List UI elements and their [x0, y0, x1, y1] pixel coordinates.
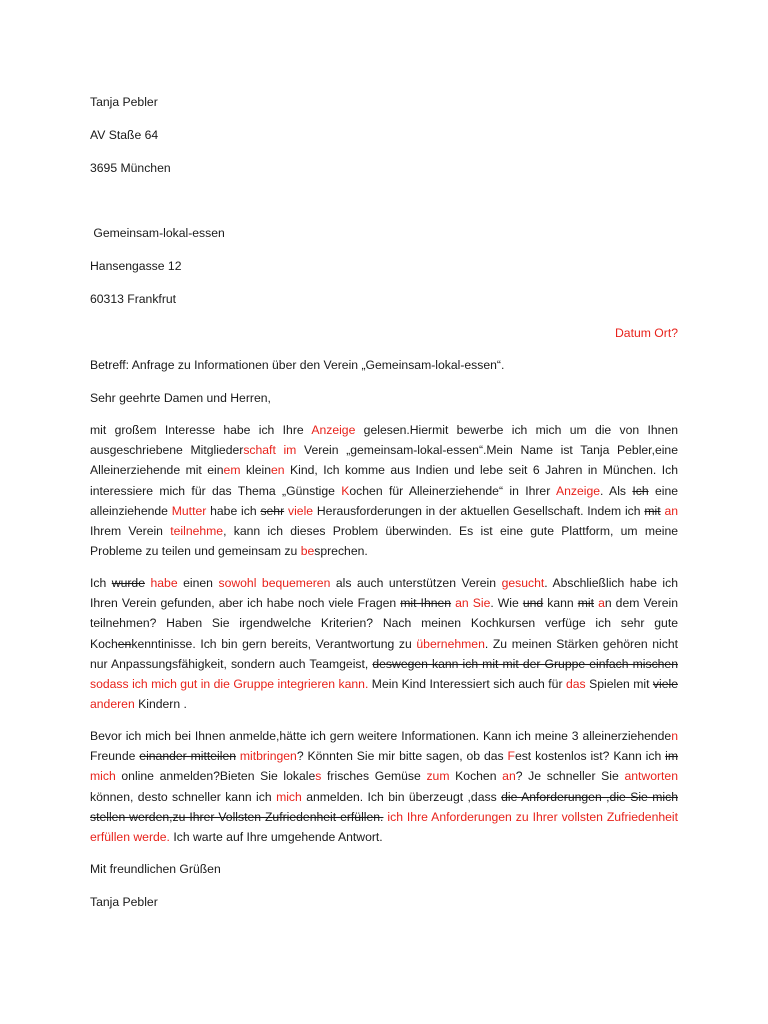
- text-run: mit großem Interesse habe ich Ihre: [90, 423, 312, 437]
- body-paragraph-3: [90, 726, 678, 847]
- closing: Mit freundlichen Grüßen: [90, 862, 221, 876]
- text-run: gelesen.Hiermit bewerbe ich mich um die von Ihnen ausgeschriebene Mitglieder: [90, 423, 678, 458]
- text-run: , kann ich dieses Problem überwinden. Es ist eine gute Plattform, um meine Probleme zu teilen und gemeinsam zu: [90, 524, 679, 559]
- text-run: . Zu meinen Stärken gehören nicht nur Anpassungsfähigkeit, sondern auch Teamgeist,: [90, 636, 678, 671]
- correction-insert: das: [565, 677, 586, 692]
- correction-delete: mit: [644, 503, 661, 518]
- text-run: . Als: [600, 483, 633, 498]
- text-run: Ihrem Verein: [90, 524, 171, 539]
- correction-insert: s: [315, 769, 322, 784]
- correction-insert: K: [341, 483, 350, 498]
- correction-insert: an: [664, 503, 679, 518]
- correction-delete: sehr: [260, 503, 285, 518]
- text-run: klein: [240, 463, 272, 478]
- correction-delete: mit Ihnen: [400, 596, 452, 611]
- text-run: ochen für Alleinerziehende“ in Ihrer: [349, 483, 556, 498]
- text-run: eine alleinziehende: [90, 483, 679, 518]
- correction-insert: be: [300, 544, 315, 559]
- correction-delete: im: [665, 749, 679, 764]
- recipient-street: Hansengasse 12: [90, 259, 182, 273]
- text-run: Ich: [90, 576, 112, 590]
- text-run: Mein Kind Interessiert sich auch für: [368, 677, 566, 692]
- text-run: ? Je schneller Sie: [515, 769, 625, 784]
- correction-insert: sodass ich mich gut in die Gruppe integrieren kann.: [90, 677, 369, 692]
- correction-insert: schaft im: [243, 443, 297, 458]
- sender-street: AV Staße 64: [90, 128, 159, 142]
- text-run: Kind, Ich komme aus Indien und lebe seit 6 Jahren in München. Ich interessiere mich für das Thema „Günstige: [90, 463, 678, 498]
- correction-insert: anderen: [90, 697, 135, 712]
- text-run: sprechen.: [314, 544, 368, 559]
- correction-insert: teilnehme: [170, 524, 224, 539]
- text-run: Kochen: [449, 769, 503, 784]
- correction-insert: Mutter: [171, 503, 207, 518]
- correction-insert: Anzeige: [555, 483, 600, 498]
- correction-delete: mit: [577, 596, 594, 611]
- recipient-org: Gemeinsam-lokal-essen: [90, 226, 225, 240]
- correction-insert: F: [507, 749, 515, 764]
- text-run: . Wie: [490, 596, 523, 611]
- text-run: est kostenlos ist? Kann ich: [514, 749, 666, 764]
- correction-insert: mich: [276, 789, 302, 804]
- text-run: Herausforderungen in der aktuellen Gesellschaft. Indem ich: [313, 503, 645, 518]
- text-run: . Abschließlich habe ich Ihren Verein gefunden, aber ich habe noch viele Fragen: [90, 576, 678, 611]
- correction-insert: gesucht: [501, 576, 545, 590]
- text-run: frisches Gemüse: [321, 769, 427, 784]
- correction-insert: zum: [426, 769, 450, 784]
- correction-insert: mitbringen: [239, 749, 297, 764]
- text-run: Spielen mit: [585, 677, 653, 692]
- correction-delete: viele: [652, 677, 678, 692]
- text-run: als auch unterstützen Verein: [330, 576, 502, 590]
- correction-insert: viele: [287, 503, 314, 518]
- text-run: online anmelden?Bieten Sie lokale: [115, 769, 316, 784]
- correction-insert: n: [671, 729, 678, 743]
- correction-insert: an Sie: [455, 596, 491, 611]
- correction-delete: deswegen kann ich mit mit der Gruppe einfach mischen: [372, 656, 678, 671]
- correction-insert: em: [223, 463, 241, 478]
- sender-city: 3695 München: [90, 161, 171, 175]
- correction-insert: Anzeige: [311, 423, 356, 437]
- correction-delete: einander mitteilen: [139, 749, 237, 764]
- correction-delete: en: [117, 636, 132, 651]
- correction-delete: die Anforderungen ,die Sie mich stellen werden,zu Ihrer Vollsten Zufriedenheit erfüllen.: [90, 789, 678, 824]
- correction-insert: ich Ihre Anforderungen zu Ihrer vollsten Zufriedenheit erfüllen werde.: [90, 809, 678, 845]
- date-note: Datum Ort?: [615, 326, 678, 340]
- correction-insert: en: [271, 463, 285, 478]
- text-run: können, desto schneller kann ich: [90, 789, 277, 804]
- correction-insert: an: [502, 769, 516, 784]
- correction-insert: mich: [90, 769, 116, 784]
- salutation: Sehr geehrte Damen und Herren,: [90, 391, 271, 405]
- text-run: Ich warte auf Ihre umgehende Antwort.: [169, 830, 383, 845]
- correction-insert: übernehmen: [416, 636, 485, 651]
- text-run: Freunde: [90, 749, 140, 764]
- text-run: einen: [177, 576, 219, 590]
- correction-insert: antworten: [624, 769, 678, 784]
- correction-delete: Ich: [632, 483, 649, 498]
- text-run: n dem Verein teilnehmen? Haben Sie irgendwelche Kriterien? Nach meinen Kochkursen verfüge ich sehr gute Koch: [90, 596, 678, 651]
- signature: Tanja Pebler: [90, 895, 158, 909]
- text-run: ? Könnten Sie mir bitte sagen, ob das: [296, 749, 508, 764]
- subject-line: Betreff: Anfrage zu Informationen über den Verein „Gemeinsam-lokal-essen“.: [90, 358, 505, 372]
- correction-insert: habe: [150, 576, 178, 590]
- correction-delete: und: [522, 596, 544, 611]
- text-run: Verein „gemeinsam-lokal-essen“.Mein Name ist Tanja Pebler,eine Alleinerziehende mit ein: [90, 443, 678, 478]
- correction-delete: wurde: [111, 576, 145, 590]
- text-run: habe ich: [206, 503, 261, 518]
- text-run: kann: [543, 596, 578, 611]
- correction-insert: sowohl bequemeren: [218, 576, 331, 590]
- text-run: anmelden. Ich bin überzeugt ,dass: [301, 789, 502, 804]
- recipient-city: 60313 Frankfrut: [90, 292, 177, 306]
- text-run: Kindern .: [134, 697, 187, 712]
- text-run: kenntinisse. Ich bin gern bereits, Verantwortung zu: [131, 636, 417, 651]
- correction-insert: a: [598, 596, 605, 611]
- body-paragraph-1: [90, 420, 678, 561]
- sender-name: Tanja Pebler: [90, 95, 158, 109]
- text-run: Bevor ich mich bei Ihnen anmelde,hätte ich gern weitere Informationen. Kann ich meine 3 alleinerziehende: [90, 729, 672, 743]
- body-paragraph-2: [90, 573, 678, 714]
